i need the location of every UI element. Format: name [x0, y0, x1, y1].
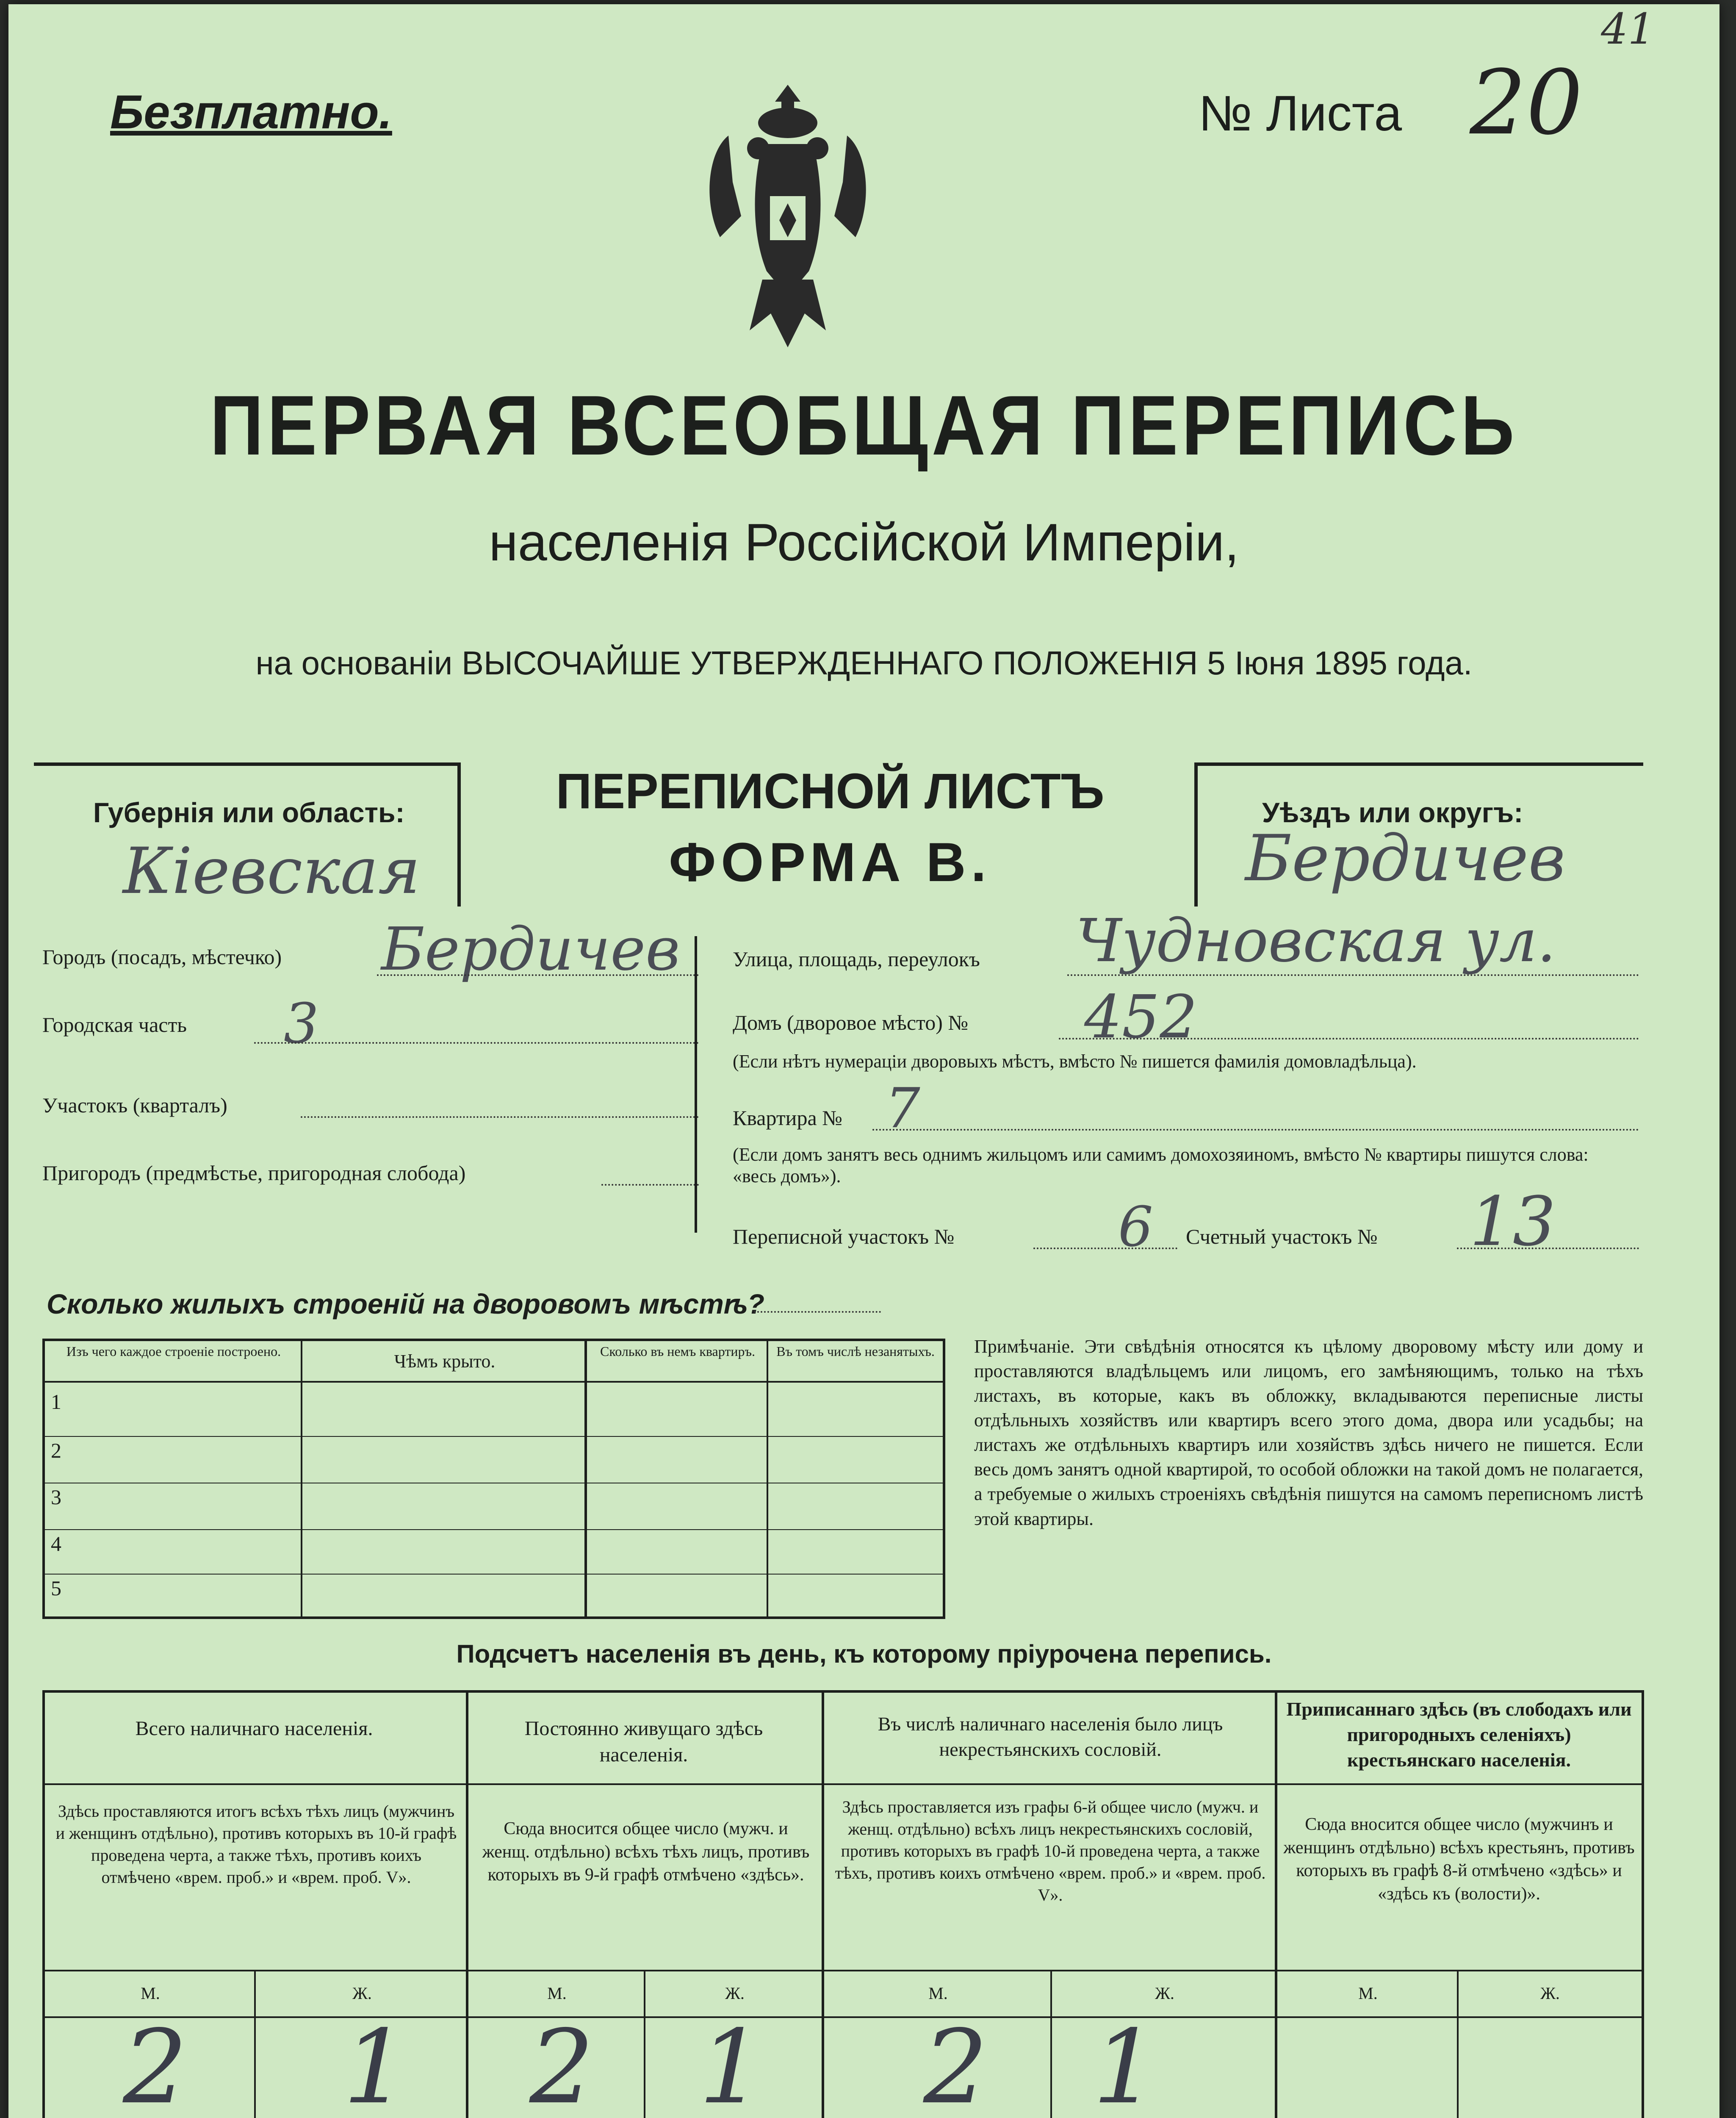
corner-mark: 41	[1601, 4, 1655, 54]
apartment-value: 7	[885, 1076, 920, 1140]
apartment-note: (Если домъ занятъ весь однимъ жильцомъ или самимъ домохозяиномъ, вмѣсто № квартиры пишутся слова: «весь домъ»).	[733, 1144, 1589, 1187]
street-value: Чудновская ул.	[1076, 907, 1556, 976]
suburb-line	[601, 1184, 699, 1186]
district-left-rule	[1194, 762, 1198, 907]
tally-m-label: М.	[1358, 1984, 1378, 2003]
tally-m-label: М.	[547, 1984, 567, 2003]
sheet-number-value: 20	[1470, 51, 1583, 155]
buildings-row: 5	[51, 1576, 61, 1600]
buildings-row: 1	[51, 1390, 61, 1414]
province-right-rule	[457, 762, 461, 907]
address-divider	[695, 936, 697, 1233]
tally-col-present-head: Всего наличнаго населенія.	[135, 1717, 373, 1740]
buildings-header-rule	[42, 1381, 944, 1383]
tally-head-rule	[42, 1783, 1643, 1785]
buildings-row: 4	[51, 1532, 61, 1555]
district-top-rule	[1194, 762, 1643, 766]
tally-mf-divider	[1457, 1970, 1459, 2118]
buildings-col-material: Изъ чего каждое строеніе построено.	[66, 1344, 281, 1359]
tally-col-peasant-desc: Сюда вносится общее число (мужчинъ и женщинъ отдѣльно) всѣхъ крестьянъ, противъ которыхъ въ графѣ 8-й отмѣчено «здѣсь» и «здѣсь къ (волости)».	[1283, 1815, 1635, 1904]
buildings-col-rule-1	[301, 1339, 302, 1618]
census-district-value: 6	[1118, 1195, 1153, 1259]
quarter-label: Участокъ (кварталъ)	[42, 1093, 227, 1117]
tally-present-male: 2	[123, 2008, 188, 2118]
tally-mf-divider	[254, 1970, 256, 2118]
tally-m-label: М.	[928, 1984, 948, 2003]
tally-f-label: Ж.	[1155, 1984, 1174, 2003]
buildings-row: 3	[51, 1485, 61, 1509]
tally-m-label: М.	[141, 1984, 160, 2003]
buildings-row-rule	[42, 1436, 944, 1437]
province-top-rule	[34, 762, 457, 766]
tally-f-label: Ж.	[352, 1984, 372, 2003]
form-name: ПЕРЕПИСНОЙ ЛИСТЪ	[556, 763, 1105, 819]
tally-col-permanent-desc: Сюда вносится общее число (мужч. и женщ. отдѣльно) всѣхъ тѣхъ лицъ, противъ которыхъ въ 9-й графѣ отмѣчено «здѣсь».	[482, 1819, 810, 1885]
town-label: Городъ (посадъ, мѣстечко)	[42, 945, 282, 969]
buildings-col-rule-3	[767, 1339, 768, 1618]
province-value: Кіевская	[123, 834, 421, 908]
house-label: Домъ (дворовое мѣсто) №	[733, 1011, 969, 1034]
suburb-label: Пригородъ (предмѣстье, пригородная слобода)	[42, 1161, 466, 1185]
tally-mf-rule	[42, 2016, 1643, 2018]
city-part-value: 3	[284, 991, 319, 1056]
buildings-question: Сколько жилыхъ строеній на дворовомъ мѣстѣ?	[47, 1288, 764, 1320]
tally-col-peasant-head: Приписаннаго здѣсь (въ слободахъ или пригородныхъ селеніяхъ) крестьянскаго населенія.	[1286, 1698, 1632, 1771]
buildings-note: Примѣчаніе. Эти свѣдѣнія относятся къ цѣлому дворовому мѣсту или дому и проставляются владѣльцемъ или лицомъ, его замѣняющимъ, только на тѣхъ листахъ, въ которые, какъ въ обложку, вкладываются переписные листы отдѣльныхъ хозяйствъ или квартиръ всего этого дома, двора или усадьбы; на листахъ же отдѣльныхъ квартиръ или хозяйствъ здѣсь ничего не пишется. Если весь домъ занятъ одной квартирой, то особой обложки на такой домъ не полагается, а требуемые о жилыхъ строеніяхъ свѣдѣнія пишутся на самомъ переписномъ листѣ этой квартиры.	[974, 1336, 1643, 1529]
district-label: Уѣздъ или округъ:	[1262, 797, 1523, 828]
tally-desc-rule	[42, 1970, 1643, 1971]
page-subtitle: населенія Россійской Имперіи,	[489, 513, 1239, 572]
tally-col-rule	[466, 1690, 468, 2118]
count-district-label: Счетный участокъ №	[1186, 1225, 1378, 1248]
town-value: Бердичев	[381, 915, 680, 984]
town-line	[377, 974, 699, 976]
enumerator-signature	[957, 2105, 1423, 2118]
house-note: (Если нѣтъ нумераціи дворовыхъ мѣстъ, вмѣсто № пишется фамилія домовладѣльца).	[733, 1051, 1417, 1072]
province-label: Губернія или область:	[93, 797, 405, 828]
tally-present-female: 1	[343, 2008, 408, 2118]
tally-f-label: Ж.	[725, 1984, 745, 2003]
census-district-line	[1033, 1248, 1177, 1249]
city-part-line	[254, 1042, 699, 1044]
apartment-label: Квартира №	[733, 1106, 842, 1130]
tally-col-rule	[822, 1690, 824, 2118]
tally-col-permanent-head: Постоянно живущаго здѣсь населенія.	[524, 1717, 763, 1766]
count-district-line	[1457, 1248, 1639, 1249]
buildings-col-roof: Чѣмъ крыто.	[394, 1351, 496, 1372]
tally-col-present-desc: Здѣсь проставляются итогъ всѣхъ тѣхъ лицъ (мужчинъ и женщинъ отдѣльно), противъ которыхъ въ 10-й графѣ проведена черта, а также тѣхъ, противъ коихъ отмѣчено «врем. проб.» и «врем. проб. V».	[55, 1802, 457, 1887]
city-part-label: Городская часть	[42, 1013, 187, 1037]
tally-mf-divider	[644, 1970, 645, 2118]
tally-f-label: Ж.	[1540, 1984, 1560, 2003]
coat-of-arms-emblem	[703, 76, 872, 356]
district-value: Бердичев	[1245, 822, 1566, 895]
street-label: Улица, площадь, переулокъ	[733, 947, 980, 971]
street-line	[1067, 974, 1639, 976]
buildings-question-line	[754, 1311, 881, 1313]
census-form-sheet	[8, 4, 1719, 2118]
free-label: Безплатно.	[110, 86, 392, 139]
quarter-line	[301, 1116, 699, 1118]
tally-nonpeasant-male: 2	[923, 2008, 988, 2118]
tally-title: Подсчетъ населенія въ день, къ которому пріурочена перепись.	[456, 1640, 1272, 1668]
tally-permanent-female: 1	[699, 2008, 764, 2118]
buildings-col-vacant: Въ томъ числѣ незанятыхъ.	[776, 1344, 935, 1359]
tally-col-nonpeasant-head: Въ числѣ наличнаго населенія было лицъ некрестьянскихъ сословій.	[878, 1713, 1223, 1760]
basis-text: на основаніи ВЫСОЧАЙШЕ УТВЕРЖДЕННАГО ПОЛОЖЕНІЯ 5 Іюня 1895 года.	[255, 644, 1473, 682]
tally-mf-divider	[1050, 1970, 1052, 2118]
form-type: ФОРМА В.	[669, 831, 991, 893]
buildings-row-rule	[42, 1574, 944, 1575]
buildings-row: 2	[51, 1439, 61, 1462]
buildings-col-apartments: Сколько въ немъ квартиръ.	[600, 1344, 755, 1359]
tally-permanent-male: 2	[529, 2008, 594, 2118]
house-line	[1059, 1038, 1639, 1040]
house-value: 452	[1084, 983, 1198, 1052]
tally-col-nonpeasant-desc: Здѣсь проставляется изъ графы 6-й общее число (мужч. и женщ. отдѣльно) всѣхъ лицъ некрестьянскихъ сословій, противъ которыхъ въ графѣ 10-й проведена черта, а также тѣхъ, противъ коихъ отмѣчено «врем. проб.» и «врем. проб. V».	[835, 1797, 1266, 1905]
tally-col-rule	[1275, 1690, 1277, 2118]
tally-nonpeasant-female: 1	[1093, 2008, 1157, 2118]
sheet-number-label: № Листа	[1199, 86, 1402, 141]
page-title: ПЕРВАЯ ВСЕОБЩАЯ ПЕРЕПИСЬ	[210, 378, 1518, 473]
buildings-row-rule	[42, 1529, 944, 1530]
buildings-col-rule-2	[584, 1339, 587, 1618]
census-district-label: Переписной участокъ №	[733, 1225, 955, 1248]
count-district-value: 13	[1470, 1182, 1556, 1261]
apartment-line	[872, 1129, 1639, 1131]
